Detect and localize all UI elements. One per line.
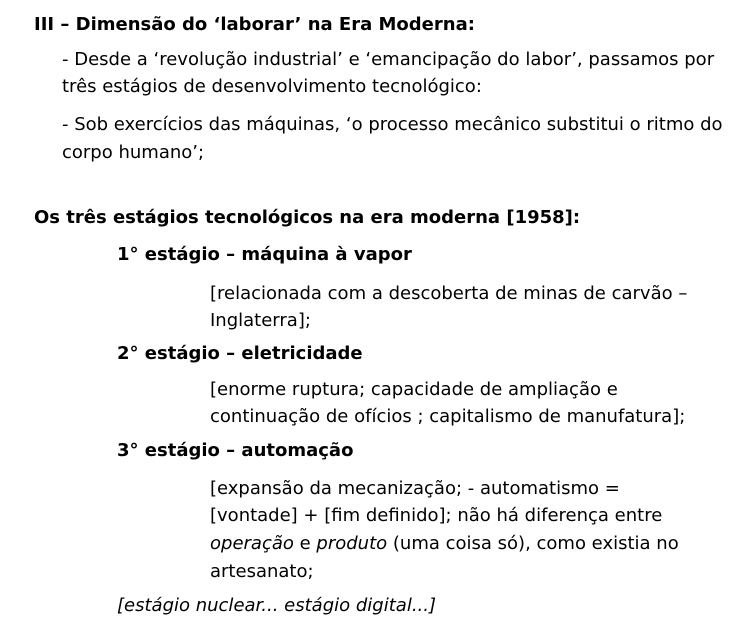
stage3-desc-line2: [vontade] + [fim definido]; não há diferença entre — [210, 505, 663, 526]
bullet-machines-line2: corpo humano’; — [62, 142, 205, 163]
conjunction-text: e — [293, 533, 317, 554]
emphasis-produto: produto — [316, 533, 388, 554]
stage1-title: 1° estágio – máquina à vapor — [117, 244, 412, 265]
stage2-title: 2° estágio – eletricidade — [117, 343, 363, 364]
section-heading: III – Dimensão do ‘laborar’ na Era Moderna: — [34, 14, 475, 35]
stage2-desc-line1: [enorme ruptura; capacidade de ampliação e — [210, 379, 618, 400]
stage3-desc-line1: [expansão da mecanização; - automatismo = — [210, 478, 620, 499]
stages-heading: Os três estágios tecnológicos na era moderna [1958]: — [34, 207, 581, 228]
stage2-desc-line2: continuação de ofícios ; capitalismo de manufatura]; — [210, 406, 686, 427]
bullet-revolution-line1: - Desde a ‘revolução industrial’ e ‘emancipação do labor’, passamos por — [62, 49, 715, 70]
stage3-title: 3° estágio – automação — [117, 440, 354, 461]
bullet-machines-line1: - Sob exercícios das máquinas, ‘o processo mecânico substitui o ritmo do — [62, 114, 723, 135]
stage3-desc-line4: artesanato; — [210, 561, 314, 582]
future-stages-note: [estágio nuclear... estágio digital...] — [117, 595, 437, 616]
desc-line3-rest: (uma coisa só), como existia no — [387, 533, 679, 554]
stage3-desc-line3 — [210, 535, 679, 553]
stage1-desc-line1: [relacionada com a descoberta de minas de carvão – — [210, 283, 688, 304]
emphasis-operacao: operação — [210, 533, 294, 554]
stage1-desc-line2: Inglaterra]; — [210, 310, 311, 331]
bullet-revolution-line2: três estágios de desenvolvimento tecnológico: — [62, 76, 482, 97]
